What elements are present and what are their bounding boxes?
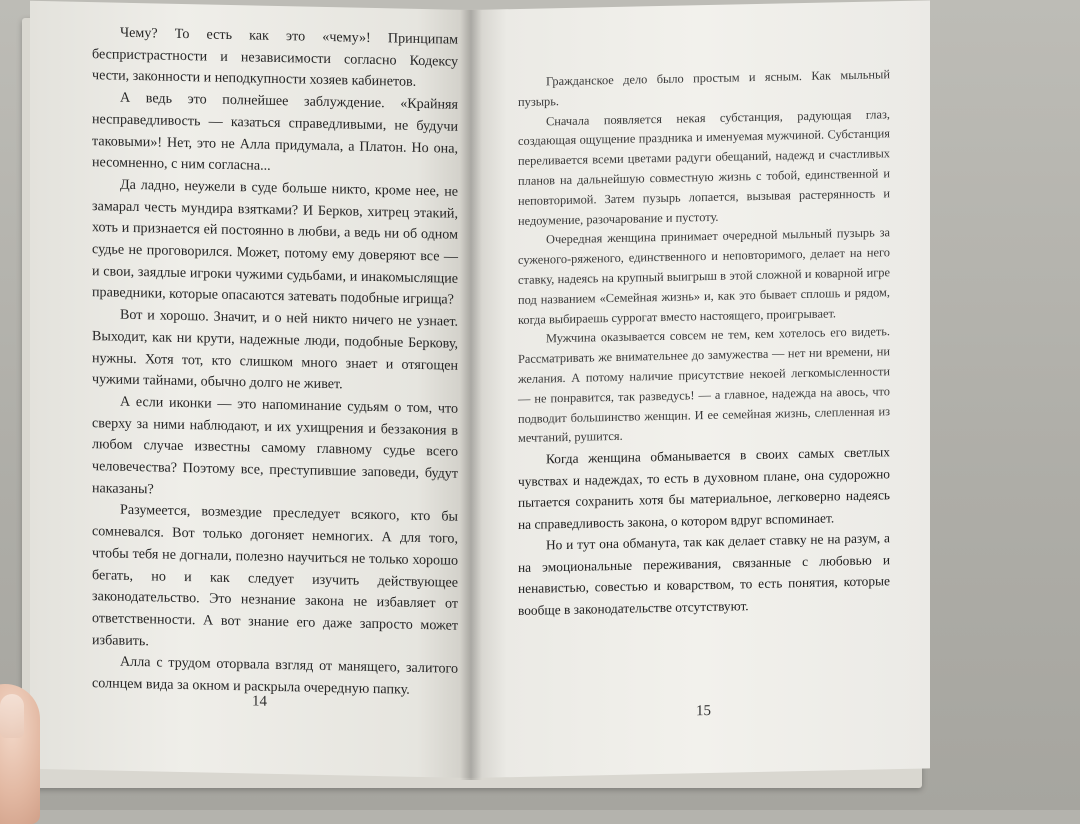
left-paragraph-6: Разумеется, возмездие преследует всякого, кто бы сомневался. Вот только догоняет немногих. А для того, чтобы тебя не догнали, полезно научиться не только хорошо бегать, но и как следует изучить действующее законодательство. Это незнание закона не избавляет от ответственности. А вот знание его даже запросто может избавить. — [92, 502, 458, 649]
right-paragraph-4: Мужчина оказывается совсем не тем, кем хотелось его видеть. Рассматривать же внимательнее до замужества — нет ни времени, ни желания. А потому наличие присутствие некоей легкомысленности — не понравится, так разведусь! — а главное, надежда на авось, что подводит большинство женщин. И ее семейная жизнь, слепленная из мечтаний, рушится. — [518, 324, 890, 446]
right-paragraph-1: Гражданское дело было простым и ясным. Как мыльный пузырь. — [518, 67, 890, 109]
right-page — [470, 0, 930, 778]
right-paragraph-5: Когда женщина обманывается в своих самых светлых чувствах и надеждах, то есть в духовном плане, она судорожно пытается сохранить хотя бы материальное, легковерно надеясь на справедливость закона, о котором вдруг вспоминает. — [518, 444, 890, 532]
left-page-number: 14 — [252, 693, 267, 710]
thumbnail-highlight — [0, 694, 24, 738]
left-paragraph-3: Да ладно, неужели в суде больше никто, кроме нее, не замарал честь мундира взятками? И Берков, хитрец этакий, хоть и признается ей постоянно в любви, а ведь ни об одном судье не проговорился. Может, потому ему доверяют все — и свои, заядлые игроки чужими судьбами, и инакомыслящие праведники, которые опасаются затевать подобные игрища? — [92, 176, 458, 309]
right-page-number: 15 — [696, 702, 711, 720]
left-paragraph-4: Вот и хорошо. Значит, и о ней никто ничего не узнает. Выходит, как ни крути, надежные люди, подобные Беркову, нужны. Хотя тот, кто слишком много знает и отягощен чужими тайнами, обычно долго не живет. — [92, 306, 458, 393]
left-page — [30, 1, 470, 778]
left-paragraph-5: А если иконки — это напоминание судьям о том, что сверху за ними наблюдают, и их ухищрения и беззакония в любом случае известны самому главному судье всего человечества? Поэтому все, преступившие заповеди, будут наказаны? — [92, 393, 458, 498]
left-paragraph-1: Чему? То есть как это «чему»! Принципам беспристрастности и независимости согласно Кодексу чести, законности и неподкупности хозяев кабинетов. — [92, 24, 458, 91]
left-paragraph-7: Алла с трудом оторвала взгляд от манящего, залитого солнцем вида за окном и раскрыла очередную папку. — [92, 654, 458, 698]
right-paragraph-6: Но и тут она обманута, так как делает ставку не на разум, а на эмоциональные переживания, связанные с любовью и ненавистью, совестью и коварством, то есть понятия, которые вообще в законодательстве отсутствуют. — [518, 530, 890, 618]
right-paragraph-2: Сначала появляется некая субстанция, радующая глаз, создающая ощущение праздника и именуемая мужчиной. Субстанция переливается всеми цветами радуги обещаний, надежд и счастливых планов на дальнейшую совместную жизнь с тобой, единственной и неповторимой. Затем пузырь лопается, вызывая растерянность и недоумение, разочарование и пустоту. — [518, 106, 890, 228]
left-paragraph-2: А ведь это полнейшее заблуждение. «Крайняя несправедливость — казаться справедливыми, не будучи таковыми»! Нет, это не Алла придумала, а Платон. Но она, несомненно, с ним согласна... — [92, 89, 458, 175]
right-paragraph-3: Очередная женщина принимает очередной мыльный пузырь за суженого-ряженого, единственного и неповторимого, делает на него ставку, надеясь на крупный выигрыш в этой сложной и коварной игре под названием «Семейная жизнь» и, как это бывает сплошь и рядом, когда выбираешь суррогат вместо настоящего, проигрывает. — [518, 225, 890, 327]
open-book — [30, 10, 930, 778]
